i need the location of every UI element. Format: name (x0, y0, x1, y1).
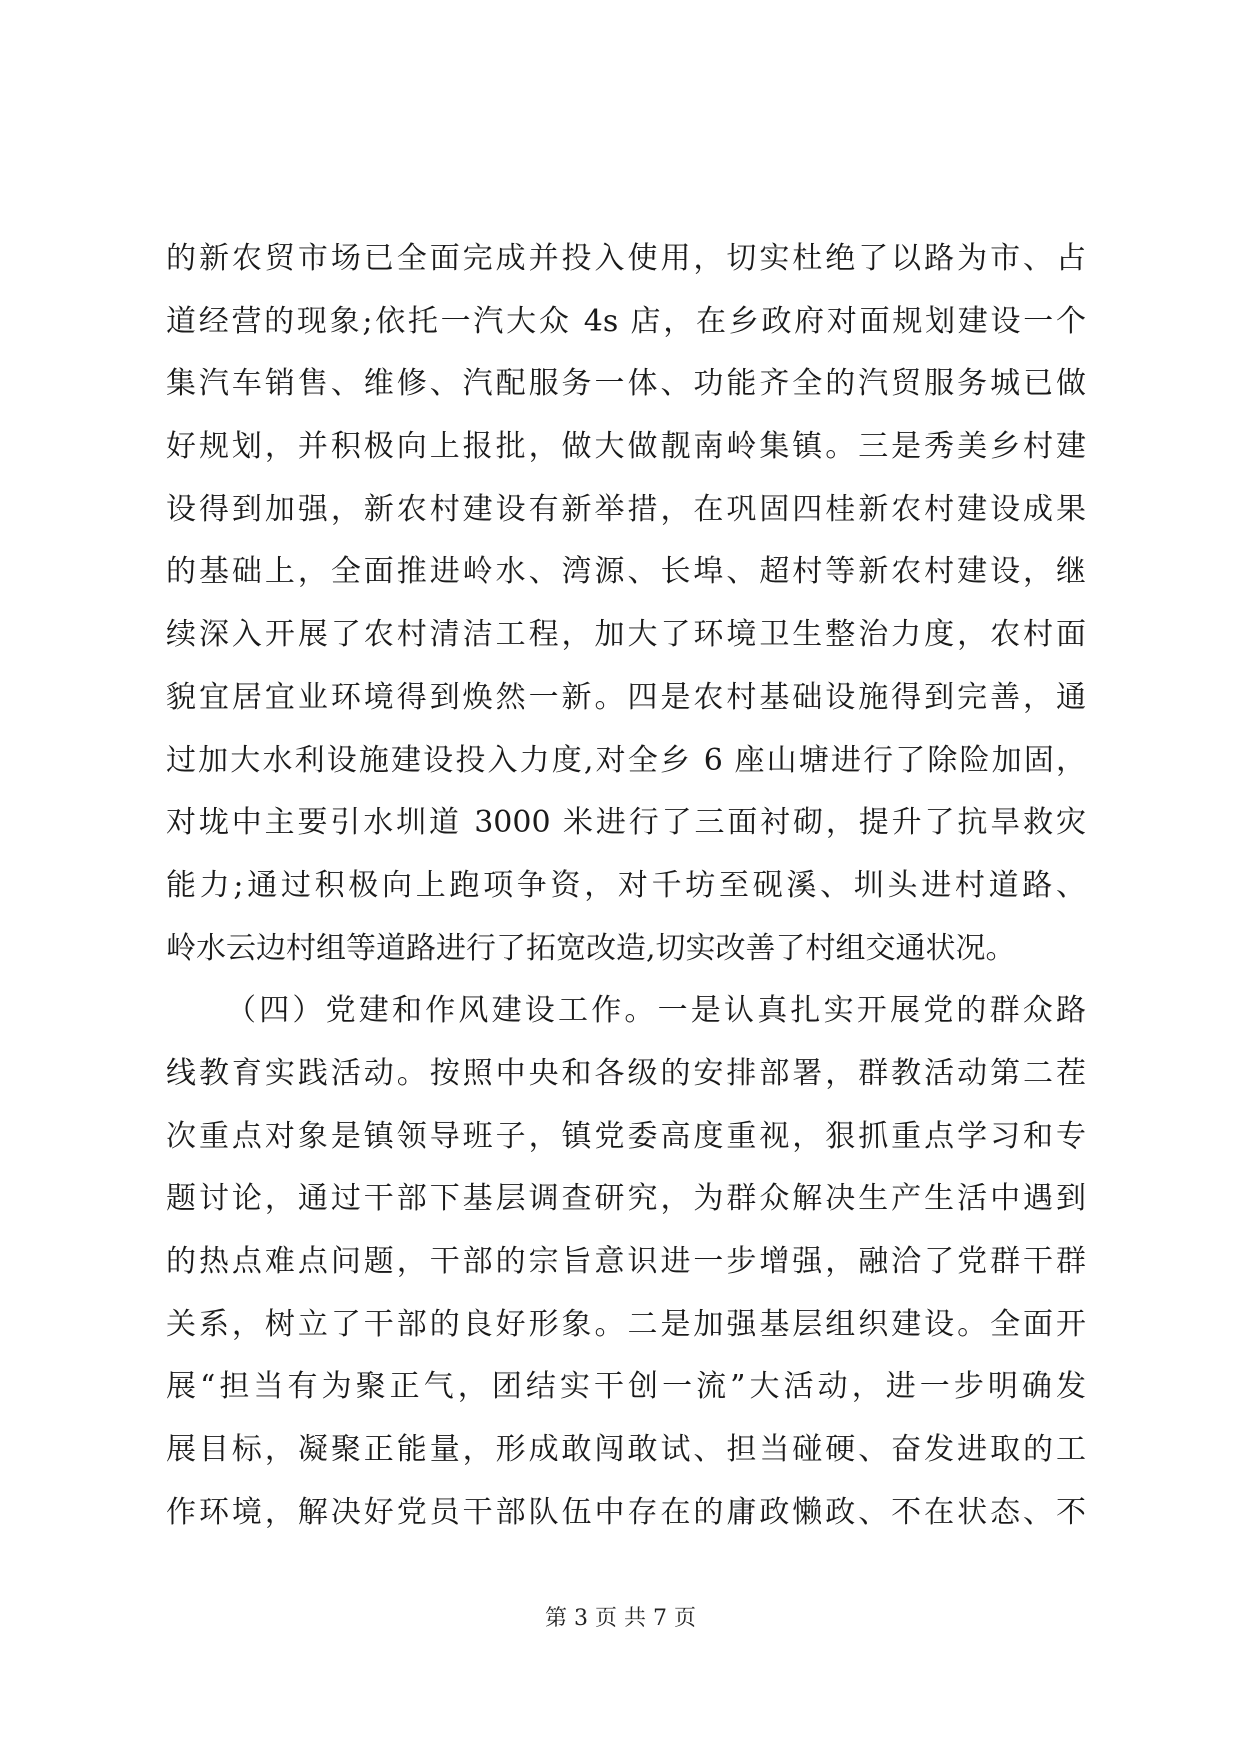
text-line: 展“担当有为聚正气，团结实干创一流”大活动，进一步明确发 (166, 1369, 1086, 1405)
page-footer (0, 1604, 1241, 1634)
text-line: 能力;通过积极向上跑项争资，对千坊至砚溪、圳头进村道路、 (166, 867, 1086, 903)
text-line: 设得到加强，新农村建设有新举措，在巩固四桂新农村建设成果 (166, 491, 1086, 527)
text-line: 的基础上，全面推进岭水、湾源、长埠、超村等新农村建设，继 (166, 554, 1086, 590)
text-line: 貌宜居宜业环境得到焕然一新。四是农村基础设施得到完善，通 (166, 679, 1086, 715)
text-line: 集汽车销售、维修、汽配服务一体、功能齐全的汽贸服务城已做 (166, 366, 1086, 402)
text-line: 过加大水利设施建设投入力度,对全乡 6 座山塘进行了除险加固， (166, 742, 1086, 778)
section-heading-line: （四）党建和作风建设工作。一是认真扎实开展党的群众路 (226, 993, 1086, 1029)
text-line: 线教育实践活动。按照中央和各级的安排部署，群教活动第二茬 (166, 1055, 1086, 1091)
text-line: 作环境，解决好党员干部队伍中存在的庸政懒政、不在状态、不 (166, 1494, 1086, 1530)
text-line: 续深入开展了农村清洁工程，加大了环境卫生整治力度，农村面 (166, 617, 1086, 653)
text-line: 道经营的现象;依托一汽大众 4s 店，在乡政府对面规划建设一个 (166, 303, 1086, 339)
body-text (166, 228, 1086, 1544)
page-number: 第 3 页 共 7 页 (545, 1606, 696, 1631)
text-line: 的热点难点问题，干部的宗旨意识进一步增强，融洽了党群干群 (166, 1244, 1086, 1279)
text-line: 次重点对象是镇领导班子，镇党委高度重视，狠抓重点学习和专 (166, 1118, 1086, 1154)
text-line: 展目标，凝聚正能量，形成敢闯敢试、担当碰硬、奋发进取的工 (166, 1432, 1086, 1468)
text-line: 对垅中主要引水圳道 3000 米进行了三面衬砌，提升了抗旱救灾 (166, 805, 1086, 841)
text-line: 的新农贸市场已全面完成并投入使用，切实杜绝了以路为市、占 (166, 241, 1086, 276)
text-line: 岭水云边村组等道路进行了拓宽改造,切实改善了村组交通状况。 (166, 930, 1016, 966)
text-line: 好规划，并积极向上报批，做大做靓南岭集镇。三是秀美乡村建 (166, 429, 1086, 465)
text-line: 题讨论，通过干部下基层调查研究，为群众解决生产生活中遇到 (166, 1181, 1086, 1217)
text-line: 关系，树立了干部的良好形象。二是加强基层组织建设。全面开 (166, 1306, 1086, 1342)
